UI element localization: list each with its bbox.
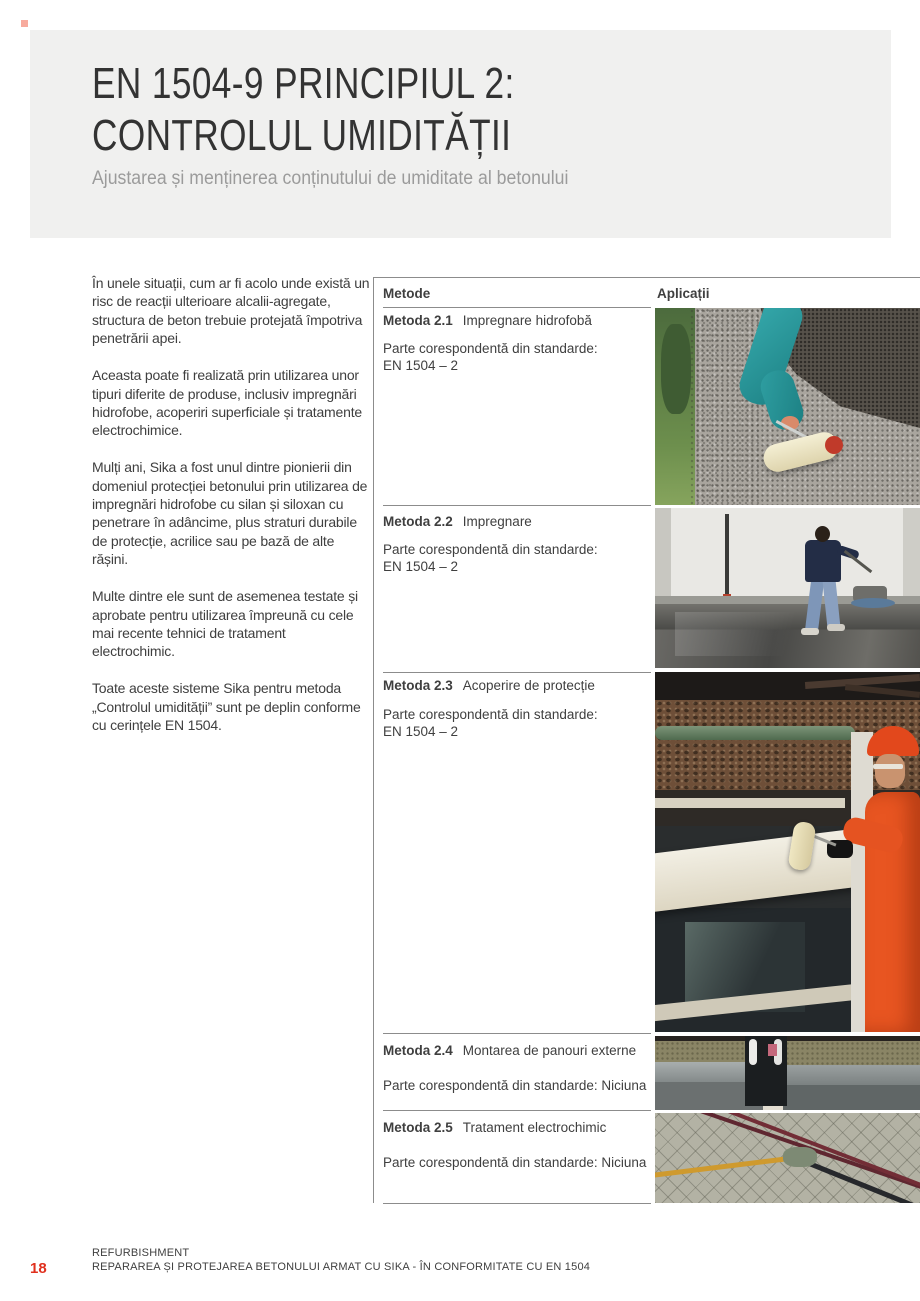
concrete-column (689, 308, 761, 505)
intro-paragraph: Mulți ani, Sika a fost unul dintre pionierii din domeniul protecției betonului prin utilizarea de impregnări hidrofobe cu silan și siloxan cu penetrare în adâncime, plus straturi durabile de protecție, acrilice sau pe bază de alte rășini. (92, 459, 368, 568)
row-separator (383, 505, 651, 506)
intro-paragraph: Multe dintre ele sunt de asemenea testate și aprobate pentru utilizarea împreună cu cele mai recente tehnici de tratament electrochimic. (92, 588, 358, 660)
method-standard-line1: Parte corespondentă din standarde: Niciuna (383, 1155, 647, 1170)
row-separator (383, 672, 651, 673)
page-title-line1: EN 1504-9 PRINCIPIUL 2: (92, 59, 515, 108)
method-standard-line1: Parte corespondentă din standarde: (383, 707, 598, 722)
table-header-rule (383, 307, 651, 308)
table-bottom-rule (383, 1203, 651, 1204)
method-row-title (383, 1120, 606, 1135)
column-divider (373, 277, 374, 1203)
method-row-title (383, 313, 592, 328)
photo-metoda-2-4-panouri-externe (655, 1036, 920, 1110)
method-standard-line1: Parte corespondentă din standarde: (383, 341, 598, 356)
photo-metoda-2-3-acoperire-de-protectie (655, 672, 920, 1032)
method-standard-line2: EN 1504 – 2 (383, 559, 459, 574)
method-standard-line2: EN 1504 – 2 (383, 724, 459, 739)
header-block (30, 30, 891, 238)
intro-paragraph: Toate aceste sisteme Sika pentru metoda „Controlul umidității” sunt pe deplin conforme cu cerințele EN 1504. (92, 680, 361, 734)
method-label: Metoda 2.1 (383, 313, 453, 328)
method-label: Metoda 2.2 (383, 514, 453, 529)
wire-splice (783, 1147, 817, 1167)
method-row-title (383, 1043, 636, 1058)
method-label: Metoda 2.4 (383, 1043, 453, 1058)
worker-figure (805, 540, 841, 582)
applications-column-header: Aplicații (657, 286, 710, 301)
photo-metoda-2-1-impregnare-hidrofoba (655, 308, 920, 505)
method-name: Montarea de panouri externe (462, 1043, 637, 1058)
methods-column-header: Metode (383, 286, 431, 301)
intro-paragraph: În unele situații, cum ar fi acolo unde există un risc de reacții ulterioare alcalii-agregate, structura de beton trebuie protejată împotriva penetrării apei. (92, 275, 370, 347)
row-separator (383, 1033, 651, 1034)
method-label: Metoda 2.3 (383, 678, 453, 693)
page-title-line2: CONTROLUL UMIDITĂȚII (92, 111, 512, 160)
method-standard-line1: Parte corespondentă din standarde: Niciuna (383, 1078, 647, 1093)
page-number: 18 (30, 1260, 47, 1277)
method-row-title (383, 514, 532, 529)
row-separator (383, 1110, 651, 1111)
method-name: Acoperire de protecție (462, 678, 595, 693)
yellow-cable (655, 1155, 800, 1178)
panel-rail-right (783, 1065, 920, 1085)
method-name: Impregnare (462, 514, 532, 529)
corner-red-mark (21, 20, 28, 27)
photo-metoda-2-5-tratament-electrochimic (655, 1113, 920, 1203)
intro-text-column (92, 274, 372, 753)
method-row-title (383, 678, 595, 693)
method-standard-line2: EN 1504 – 2 (383, 358, 459, 373)
safety-glasses (873, 764, 903, 769)
table-top-rule (373, 277, 920, 278)
footer-document-title: REPARAREA ȘI PROTEJAREA BETONULUI ARMAT CU SIKA - ÎN CONFORMITATE CU EN 1504 (92, 1261, 591, 1273)
footer-refurbishment-label: REFURBISHMENT (92, 1247, 190, 1259)
method-label: Metoda 2.5 (383, 1120, 453, 1135)
intro-paragraph: Aceasta poate fi realizată prin utilizarea unor tipuri diferite de produse, inclusiv impregnări hidrofobe, acoperiri superficiale și tratamente electrochimice. (92, 367, 362, 439)
page-subtitle: Ajustarea și menținerea conținutului de umiditate al betonului (92, 168, 569, 189)
method-name: Impregnare hidrofobă (462, 313, 592, 328)
method-standard-line1: Parte corespondentă din standarde: (383, 542, 598, 557)
method-name: Tratament electrochimic (462, 1120, 607, 1135)
photo-metoda-2-2-impregnare (655, 508, 920, 668)
